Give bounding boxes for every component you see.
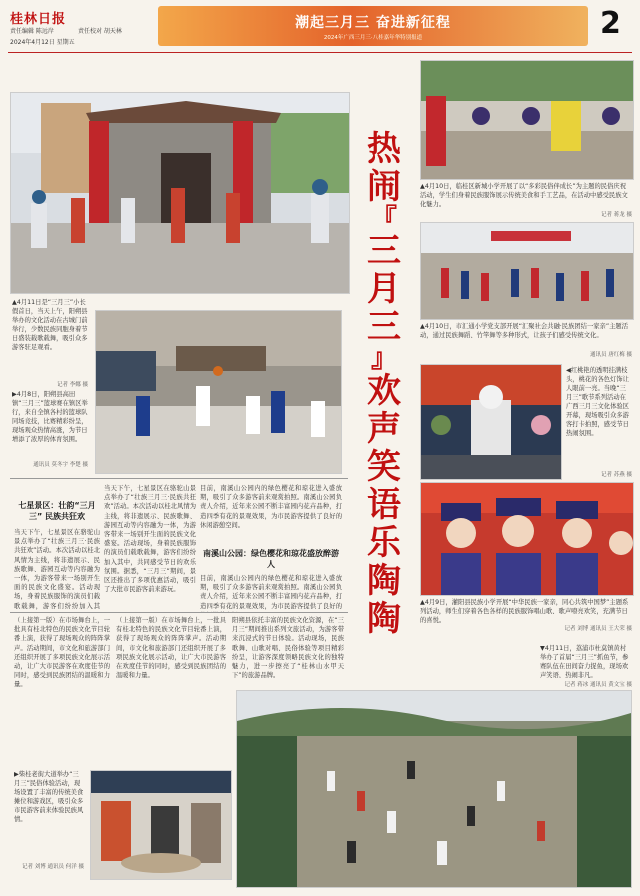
proof-credit: 责任校对 胡天林 <box>78 28 122 35</box>
headline-char: 陶 <box>367 561 401 601</box>
headline-char: 语 <box>367 485 401 525</box>
basketball-credit: 通讯员 莫冬宇 李楚 摄 <box>33 462 88 468</box>
article1-body-cont: 当天下午，七星景区在骆驼山景点举办了“壮族三月三·民族共狂欢”活动。本次活动以桂北风情为主线，将非遗展示、民族歌舞、游园互动等内容融为一体，为游客带来一场别开生面的民族文化盛宴。活动现场，身着民族服饰的演员们载歌载舞，游客们纷纷加入其中，共同感受节日的欢乐氛围。据悉，“三月三”期间，景区还推出了多项优惠活动，吸引了大批市民游客前来游玩。 <box>104 485 196 594</box>
fish-catching-field-photo <box>236 690 632 888</box>
fish-catching-credit: 记者 蒋冰 通讯员 黄文宝 摄 <box>564 682 632 688</box>
basketball-caption: ▶4月8日，阳朔县高田镇“三月三”篮球赛在镇区举行，来自全镇各村的篮球队同场竞技，比赛精彩纷呈，现场观众热情高涨，为节日增添了浓厚的体育氛围。 <box>12 391 88 443</box>
headline-char: 乐 <box>367 523 401 563</box>
masthead-divider <box>8 52 632 53</box>
article4-body: 阳朔县依托丰富的民族文化资源，在“三月三”期间推出系列文旅活动，为游客带来沉浸式的节日体验。活动现场，民族歌舞、山歌对唱、民俗体验等项目精彩纷呈，让游客深度领略民族文化的独特魅力，进一步擦亮了“桂林山水甲天下”的旅游品牌。 <box>232 617 344 680</box>
section-divider <box>10 612 348 613</box>
robot-photo <box>420 364 562 480</box>
banner-title: 潮起三月三 奋进新征程 <box>295 15 451 31</box>
headline-char: 声 <box>367 409 401 449</box>
market-credit: 记者 刘博 通讯员 何洋 摄 <box>22 864 84 870</box>
school-folk-caption: ▲4月10日，临桂区新城小学开展了以“多彩民俗伴成长”为主题的民俗庆祝活动，学生们身着民族服饰展示传统美食和手工艺品，在活动中感受民族文化魅力。 <box>420 183 628 208</box>
headline <box>358 130 410 638</box>
market-photo <box>90 770 232 880</box>
headline-char: 』 <box>370 344 397 374</box>
kids-costume-credit: 记者 刘博 通讯员 王大荣 摄 <box>564 626 632 632</box>
headline-char: 三 <box>367 231 401 271</box>
school-dance-photo <box>420 222 634 320</box>
school-dance-caption: ▲4月10日，市汇通小学党支部开展“汇聚社会共融·民族团结一家亲”主题活动，通过民族舞蹈、竹竿舞等多种形式，让孩子们感受传统文化。 <box>420 323 628 339</box>
newspaper-logo: 桂林日报 <box>10 12 67 27</box>
school-folk-credit: 记者 蒋龙 摄 <box>601 212 632 218</box>
headline-char: 三 <box>367 307 401 347</box>
fish-catching-caption: ▼4月11日，荔浦市杜莫镇黄村举办了首届“三月三”抓鱼节，参赛队伍在田间奋力捉鱼，现场欢声笑语，热闹非凡。 <box>540 645 629 678</box>
stage-credit: 记者 李娜 摄 <box>57 382 88 388</box>
headline-char: 闹 <box>367 167 401 207</box>
headline-char: 欢 <box>367 371 401 411</box>
school-folk-festival-photo <box>420 60 634 180</box>
article2-title: 南溪山公园：绿色樱花和琼花盛放醉游人 <box>203 549 339 569</box>
headline-char: 陶 <box>367 599 401 639</box>
headline-char: 『 <box>370 204 397 234</box>
headline-char: 热 <box>367 129 401 169</box>
section-banner <box>158 6 588 46</box>
article3-body-cont: （上接第一版）在市场舞台上，一批具有桂北特色的民族文化节目轮番上演，获得了现场观众的阵阵掌声。活动期间，市文化和旅游部门还组织开展了多项民族文化展示活动，让广大市民游客在欢度佳节的同时，感受到民族团结的温暖和力量。 <box>116 617 226 680</box>
kids-costume-caption: ▲4月9日，灌阳县民族小学开展“中华民族一家亲，同心共筑中国梦”主题系列活动，师生们穿着各色各样的民族服饰唱山歌、歌声嘹亮欢笑，充满节日的喜悦。 <box>420 599 629 624</box>
stage-performance-photo <box>10 92 350 294</box>
masthead <box>0 0 640 52</box>
robot-caption: ◀红桃艳的透明挂满枝头，桃花的各色灯饰让人眼前一亮。当晚“三月三”歌节系列活动在广西三月三文化体验区开幕，现场吸引众多游客打卡拍照，感受节日热闹氛围。 <box>566 367 629 437</box>
article1-body: 当天下午，七星景区在骆驼山景点举办了“壮族三月三·民族共狂欢”活动。本次活动以桂北风情为主线，将非遗展示、民族歌舞、游园互动等内容融为一体，为游客带来一场别开生面的民族文化盛宴。活动现场，身着民族服饰的演员们载歌载舞，游客们纷纷加入其 <box>14 529 100 610</box>
article2-lead: 目前，南溪山公园内的绿色樱花和琼花进入盛放期，吸引了众多游客前来观赏拍照。南溪山公园负责人介绍，近年来公园不断丰富园内花卉品种，打造四季有花的景观效果，为市民游客提供了良好的休闲游憩空间。 <box>200 485 342 529</box>
headline-char: 月 <box>367 269 401 309</box>
article2-body: 目前，南溪山公园内的绿色樱花和琼花进入盛放期，吸引了众多游客前来观赏拍照。南溪山公园负责人介绍，近年来公园不断丰富园内花卉品种，打造四季有花的景观效果，为市民游客提供了良好的 <box>200 575 342 610</box>
kids-costume-photo <box>420 482 634 596</box>
issue-date: 2024年4月12日 星期五 <box>10 39 75 46</box>
section-divider <box>10 478 348 479</box>
basketball-photo <box>95 310 342 474</box>
robot-credit: 记者 苏燕 摄 <box>601 472 632 478</box>
banner-subtitle: 2024年广西三月三·八桂嘉年华特别报道 <box>323 35 423 41</box>
page-number: 2 <box>600 6 621 41</box>
market-caption: ▶柴桂老街大道举办“三月三”民俗体验活动，现场设置了丰富的传统美食摊位和游戏区，吸引众多市民游客前来体验民族风情。 <box>14 771 84 823</box>
article1-title: 七星景区：壮韵“三月三” 民族共狂欢 <box>18 501 96 521</box>
article3-body: （上接第一版）在市场舞台上，一批具有桂北特色的民族文化节目轮番上演，获得了现场观众的阵阵掌声。活动期间，市文化和旅游部门还组织开展了多项民族文化展示活动，让广大市民游客在欢度佳节的同时，感受到民族团结的温暖和力量。 <box>14 617 110 689</box>
school-dance-credit: 通讯员 唐红梅 摄 <box>590 352 632 358</box>
stage-caption: ▲4月11日是“三月三”小长假首日，当天上午，阳朔县举办的文化活动在古城门前举行，少数民族同胞身着节日盛装载歌载舞，吸引众多游客驻足观看。 <box>12 299 88 351</box>
headline-char: 笑 <box>367 447 401 487</box>
editor-credit: 责任编辑 陈远岸 <box>10 28 54 35</box>
